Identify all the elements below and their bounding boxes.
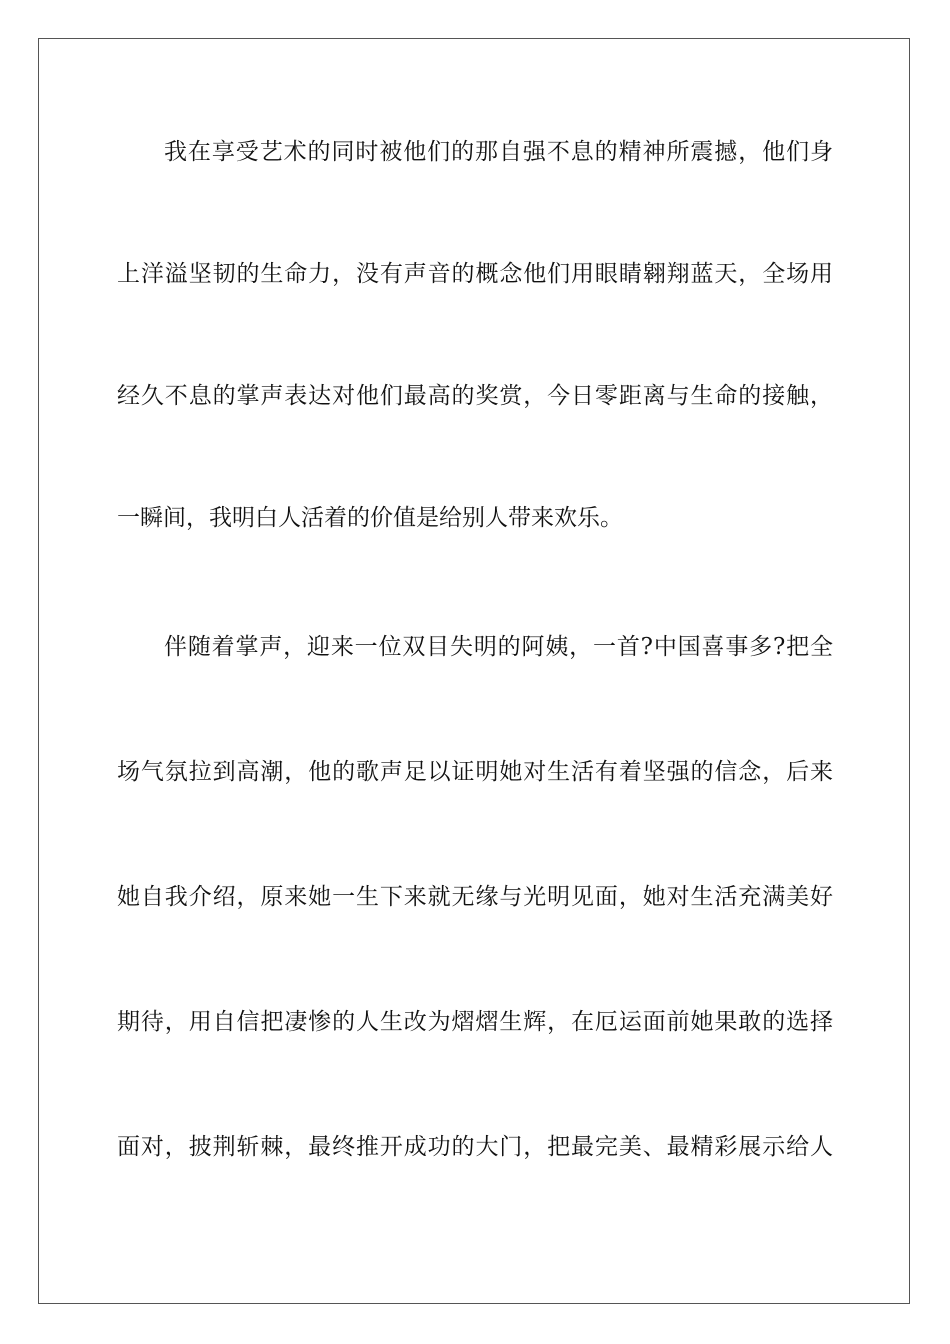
paragraph-2-line-2: 场气氛拉到高潮，他的歌声足以证明她对生活有着坚强的信念，后来 (117, 759, 833, 785)
paragraph-1-line-4: 一瞬间，我明白人活着的价值是给别人带来欢乐。 (117, 505, 623, 531)
paragraph-1-line-3: 经久不息的掌声表达对他们最高的奖赏，今日零距离与生命的接触， (117, 383, 833, 409)
paragraph-1-line-2: 上洋溢坚韧的生命力，没有声音的概念他们用眼睛翱翔蓝天，全场用 (117, 261, 833, 287)
page-frame (38, 38, 910, 1304)
paragraph-2-line-3: 她自我介绍，原来她一生下来就无缘与光明见面，她对生活充满美好 (117, 884, 833, 910)
paragraph-2-line-5: 面对，披荆斩棘，最终推开成功的大门，把最完美、最精彩展示给人 (117, 1134, 833, 1160)
paragraph-1-line-1: 我在享受艺术的同时被他们的那自强不息的精神所震撼，他们身 (164, 139, 833, 165)
paragraph-2-line-1: 伴随着掌声，迎来一位双目失明的阿姨，一首?中国喜事多?把全 (164, 634, 833, 660)
paragraph-2-line-4: 期待，用自信把凄惨的人生改为熠熠生辉，在厄运面前她果敢的选择 (117, 1009, 833, 1035)
